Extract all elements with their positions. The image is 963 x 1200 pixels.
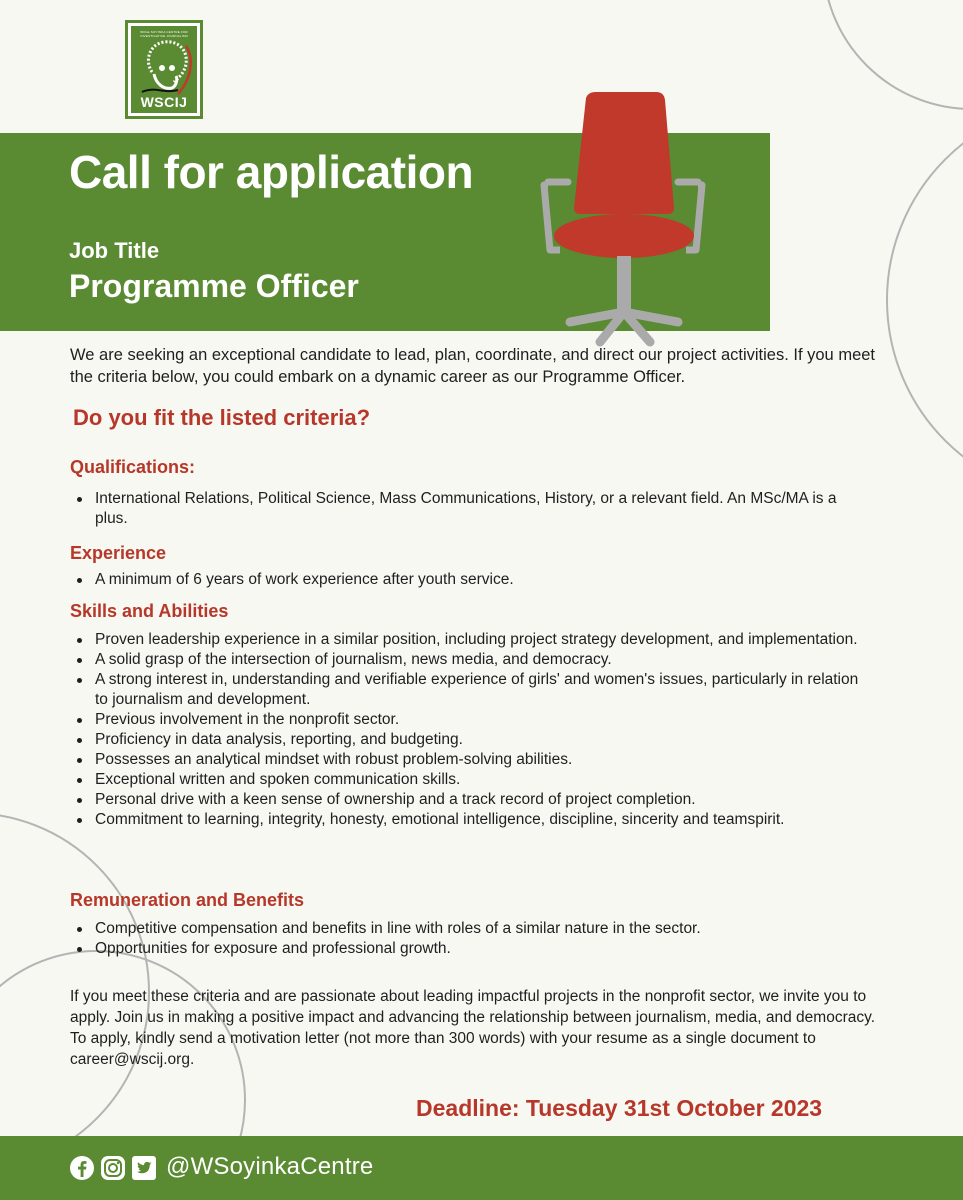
list-item: A minimum of 6 years of work experience after youth service. (74, 570, 864, 590)
decorative-circle-right (886, 100, 963, 500)
list-item: Opportunities for exposure and professional growth. (74, 939, 864, 959)
experience-heading: Experience (70, 543, 167, 563)
page-title: Call for application (69, 146, 474, 198)
list-item: International Relations, Political Science, Mass Communications, History, or a relevant field. An MSc/MA is a plus. (74, 489, 864, 529)
intro-paragraph: We are seeking an exceptional candidate to lead, plan, coordinate, and direct our project activities. If you meet the criteria below, you could embark on a dynamic career as our Programme Officer. (70, 346, 876, 386)
list-item: Exceptional written and spoken communication skills. (74, 770, 864, 790)
closing-text (70, 986, 900, 1070)
social-handle[interactable]: @WSoyinkaCentre (166, 1153, 374, 1180)
list-item: Commitment to learning, integrity, honesty, emotional intelligence, discipline, sincerity and teamspirit. (74, 810, 864, 830)
list-item: Personal drive with a keen sense of ownership and a track record of project completion. (74, 790, 864, 810)
deadline: Deadline: Tuesday 31st October 2023 (416, 1095, 823, 1121)
facebook-icon[interactable] (69, 1155, 95, 1181)
list-item: Competitive compensation and benefits in line with roles of a similar nature in the sector. (74, 919, 864, 939)
logo-tagline: WOLE SOYINKA CENTRE FOR INVESTIGATIVE JOURNALISM (140, 30, 188, 38)
remuneration-heading: Remuneration and Benefits (70, 890, 305, 910)
criteria-heading: Do you fit the listed criteria? (73, 405, 371, 430)
social-icons (69, 1155, 157, 1181)
qualifications-heading: Qualifications: (70, 457, 196, 477)
office-chair-icon (538, 90, 708, 350)
decorative-circle-top-right (822, 0, 963, 110)
wscij-logo (125, 20, 203, 119)
list-item: A strong interest in, understanding and verifiable experience of girls' and women's issues, particularly in relation to journalism and development. (74, 670, 864, 710)
experience-list (74, 570, 864, 590)
job-title: Programme Officer (69, 268, 359, 304)
job-title-label: Job Title (69, 238, 160, 263)
logo-text: WSCIJ (140, 94, 188, 110)
list-item: Possesses an analytical mindset with robust problem-solving abilities. (74, 750, 864, 770)
remuneration-list (74, 919, 864, 959)
skills-heading: Skills and Abilities (70, 601, 229, 621)
instagram-icon[interactable] (100, 1155, 126, 1181)
list-item: Proficiency in data analysis, reporting, and budgeting. (74, 730, 864, 750)
list-item: Proven leadership experience in a similar position, including project strategy development, and implementation. (74, 630, 864, 650)
list-item: A solid grasp of the intersection of journalism, news media, and democracy. (74, 650, 864, 670)
closing-paragraph: If you meet these criteria and are passionate about leading impactful projects in the nonprofit sector, we invite you to apply. Join us in making a positive impact and advancing the relationship between journalism, media, and democracy. (70, 988, 876, 1026)
apply-instructions: To apply, kindly send a motivation letter (not more than 300 words) with your resume as a single document to career@wscij.org. (70, 1030, 816, 1068)
qualifications-list (74, 489, 864, 529)
list-item: Previous involvement in the nonprofit sector. (74, 710, 864, 730)
skills-list (74, 630, 864, 830)
twitter-icon[interactable] (131, 1155, 157, 1181)
